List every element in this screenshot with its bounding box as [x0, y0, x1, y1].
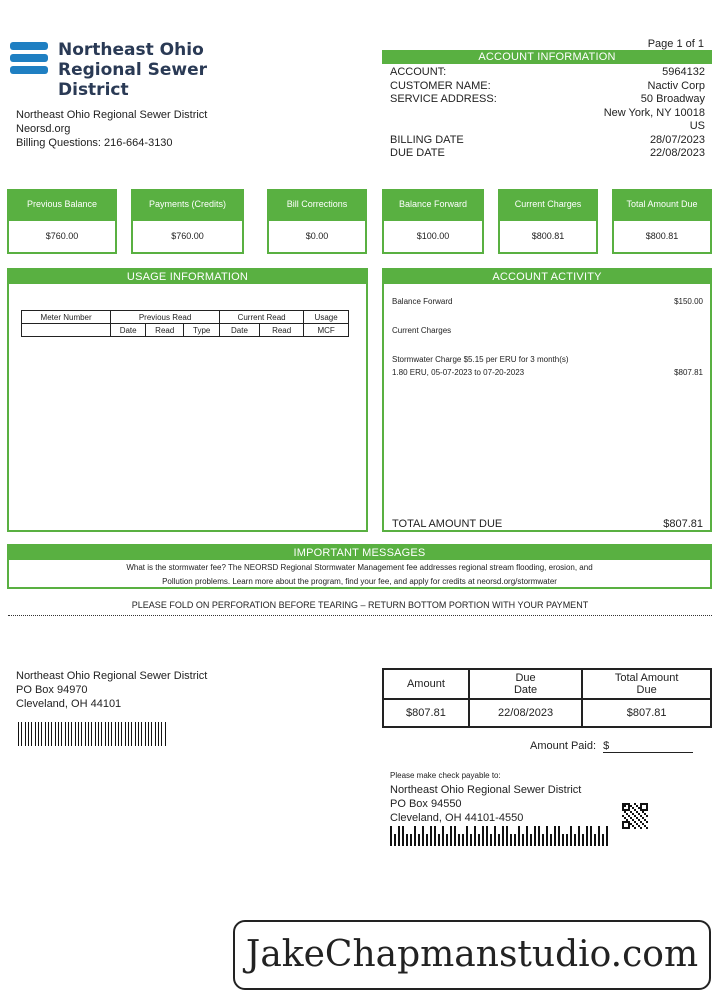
meter-table: [21, 310, 349, 337]
company-logo: [10, 40, 280, 100]
important-messages: [7, 544, 712, 589]
summary-payments: Payments (Credits) $760.00: [131, 189, 244, 254]
summary-bill-corrections: Bill Corrections $0.00: [267, 189, 367, 254]
summary-balance-forward: Balance Forward $100.00: [382, 189, 484, 254]
summary-total-due: Total Amount Due $800.81: [612, 189, 712, 254]
sender-info: [16, 108, 207, 150]
curr-date-header: Date: [219, 324, 259, 337]
account-label: ACCOUNT:: [390, 66, 447, 78]
billing-date-label: BILLING DATE: [390, 133, 464, 146]
amount-paid-label: Amount Paid:: [530, 740, 597, 752]
usage-header: USAGE INFORMATION: [9, 270, 366, 284]
balance-forward-label: Balance Forward: [392, 297, 453, 306]
account-info-header: ACCOUNT INFORMATION: [382, 50, 712, 64]
billing-date-value: 28/07/2023: [649, 133, 705, 146]
sender-name: Northeast Ohio Regional Sewer District: [16, 109, 208, 121]
qr-code-icon: [622, 803, 648, 829]
account-information: [382, 50, 712, 166]
current-read-header: Current Read: [219, 311, 303, 324]
stormwater-line2: 1.80 ERU, 05-07-2023 to 07-20-2023: [392, 368, 525, 377]
current-charges-label: Current Charges: [392, 326, 452, 335]
amount-value: $807.81: [406, 707, 446, 719]
messages-header: IMPORTANT MESSAGES: [9, 546, 710, 560]
customer-label: CUSTOMER NAME:: [390, 79, 491, 92]
message-line2: Pollution problems. Learn more about the program, find your fee, and apply for credits at neorsd.org/stormwater: [162, 577, 557, 586]
logo-text: Northeast Ohio Regional Sewer District: [58, 40, 208, 100]
amount-table: Amount Due Date Total Amount Due $807.81 22/08/2023 $807.81: [382, 668, 712, 728]
payable-to: Please make check payable to: Northeast Ohio Regional Sewer District PO Box 94550 Cleveland, OH 44101-4550: [390, 771, 582, 824]
previous-read-header: Previous Read: [111, 311, 220, 324]
watermark: JakeChapmanstudio.com: [233, 920, 711, 990]
prev-read-header: Read: [146, 324, 184, 337]
meter-number-header: Meter Number: [22, 311, 111, 324]
logo-waves-icon: [10, 42, 48, 78]
address-line1: 50 Broadway: [640, 93, 705, 105]
summary-previous-balance: Previous Balance $760.00: [7, 189, 117, 254]
total-due-value: $807.81: [663, 518, 703, 530]
billing-questions: Billing Questions: 216-664-3130: [16, 137, 173, 149]
usage-information-panel: [7, 268, 368, 532]
stormwater-line1: Stormwater Charge $5.15 per ERU for 3 month(s): [392, 355, 569, 364]
address-line3: US: [689, 120, 705, 132]
postal-barcode-icon: [390, 826, 610, 846]
customer-value: Nactiv Corp: [647, 79, 705, 92]
website-link[interactable]: Neorsd.org: [16, 123, 71, 135]
account-value: 5964132: [662, 66, 705, 78]
fold-notice: PLEASE FOLD ON PERFORATION BEFORE TEARING – RETURN BOTTOM PORTION WITH YOUR PAYMENT: [8, 600, 712, 616]
total-amount-cell: $807.81: [626, 707, 667, 719]
mcf-header: MCF: [304, 324, 349, 337]
account-activity-panel: [382, 268, 712, 532]
balance-forward-value: $150.00: [674, 297, 703, 306]
usage-header-cell: Usage: [304, 311, 349, 324]
remit-address: Northeast Ohio Regional Sewer District PO Box 94970 Cleveland, OH 44101: [16, 670, 208, 710]
due-date-value: 22/08/2023: [649, 147, 705, 159]
summary-current-charges: Current Charges $800.81: [498, 189, 598, 254]
address-line2: New York, NY 10018: [603, 106, 705, 119]
message-line1: What is the stormwater fee? The NEORSD Regional Stormwater Management fee addresses regional stream flooding, erosion, and: [126, 563, 593, 572]
total-due-label: TOTAL AMOUNT DUE: [392, 518, 503, 530]
barcode-icon: [18, 722, 168, 746]
activity-header: ACCOUNT ACTIVITY: [384, 270, 710, 284]
due-date-cell: 22/08/2023: [498, 707, 554, 719]
stormwater-value: $807.81: [674, 368, 703, 377]
amount-paid-field[interactable]: $: [603, 740, 693, 753]
page-number: Page 1 of 1: [647, 38, 704, 50]
address-label: SERVICE ADDRESS:: [390, 93, 497, 105]
prev-date-header: Date: [111, 324, 146, 337]
type-header: Type: [184, 324, 220, 337]
due-date-label: DUE DATE: [390, 147, 445, 159]
amount-paid: [530, 740, 693, 753]
curr-read-header: Read: [260, 324, 304, 337]
amount-label: Amount: [406, 678, 445, 690]
